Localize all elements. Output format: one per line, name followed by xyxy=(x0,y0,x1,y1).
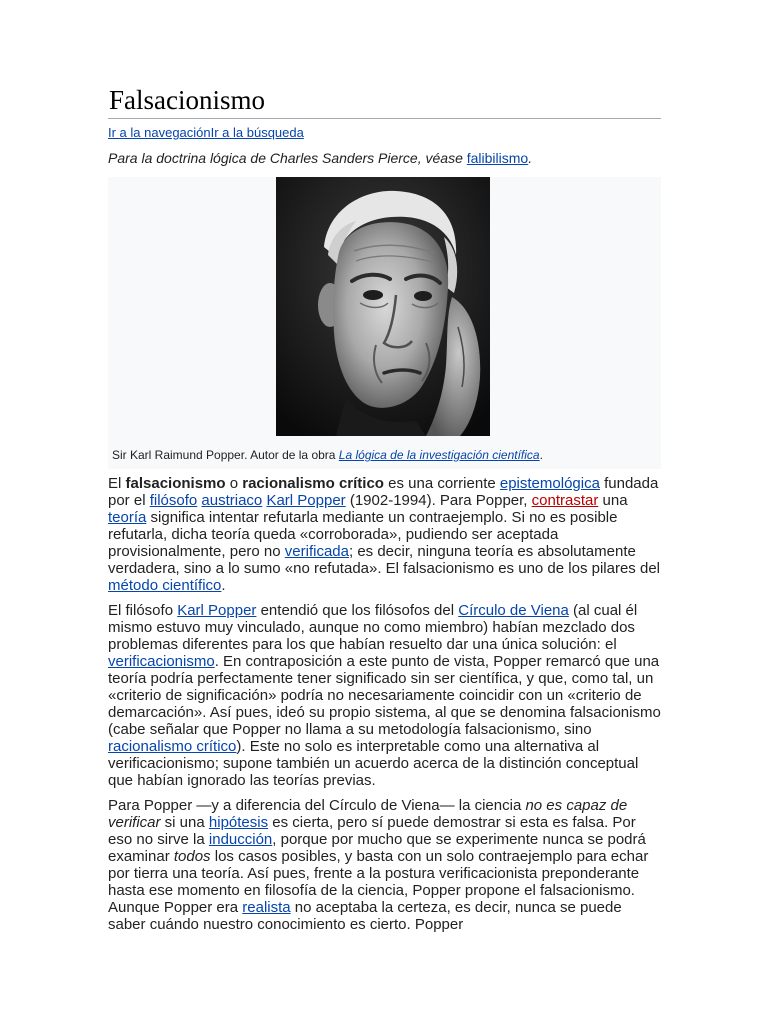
bold-term: racionalismo crítico xyxy=(242,475,384,492)
text: ; es decir, ninguna teoría es absolutamente verdadera, sino a lo sumo «no refutada». El falsacionismo es uno de los pilares del xyxy=(108,543,660,577)
teoria-link[interactable]: teoría xyxy=(108,509,147,526)
paragraph-2 xyxy=(108,602,661,789)
text: ). Este no solo es interpretable como una alternativa al verificacionismo; supone también un acuerdo acerca de la distinción conceptual que habían ignorado las teorías previas. xyxy=(108,738,639,789)
contrastar-link[interactable]: contrastar xyxy=(531,492,599,509)
text: El filósofo xyxy=(108,602,178,619)
hatnote-text: Para la doctrina lógica de Charles Sanders Pierce, véase xyxy=(108,150,467,166)
hatnote-end: . xyxy=(528,150,533,166)
caption-text: Sir Karl Raimund Popper. Autor de la obra xyxy=(112,448,339,462)
text: fundada por el xyxy=(108,475,659,509)
realista-link[interactable]: realista xyxy=(242,899,291,916)
text: si una xyxy=(160,814,209,831)
bold-term: falsacionismo xyxy=(125,475,226,492)
racionalismo-critico-link[interactable]: racionalismo crítico xyxy=(108,738,237,755)
filosofo-link[interactable]: filósofo xyxy=(149,492,198,509)
text: o xyxy=(225,475,243,492)
page-title: Falsacionismo xyxy=(108,84,661,119)
circulo-de-viena-link[interactable]: Círculo de Viena xyxy=(458,602,569,619)
logica-investigacion-link[interactable]: La lógica de la investigación científica xyxy=(338,448,540,462)
text: , porque por mucho que se experimente nunca se podrá examinar xyxy=(108,831,646,865)
text: es una corriente xyxy=(383,475,500,492)
hatnote xyxy=(108,149,661,167)
falibilismo-link[interactable]: falibilismo xyxy=(466,150,529,166)
figure-caption xyxy=(108,436,661,463)
karl-popper-link[interactable]: Karl Popper xyxy=(266,492,346,509)
text: no aceptaba la certeza, es decir, nunca se puede saber cuándo nuestro conocimiento es cierto. Popper xyxy=(108,899,622,933)
karl-popper-link[interactable]: Karl Popper xyxy=(177,602,257,619)
text: es cierta, pero sí puede demostrar si esta es falsa. Por eso no sirve la xyxy=(108,814,636,848)
text: entendió que los filósofos del xyxy=(256,602,459,619)
verificacionismo-link[interactable]: verificacionismo xyxy=(108,653,215,670)
austriaco-link[interactable]: austriaco xyxy=(201,492,263,509)
induccion-link[interactable]: inducción xyxy=(208,831,273,848)
article xyxy=(108,84,661,933)
jump-links xyxy=(108,124,661,141)
italic-text: todos xyxy=(173,848,211,865)
text: El xyxy=(108,475,126,492)
italic-text: no es capaz de verificar xyxy=(108,797,628,831)
text: los casos posibles, y basta con un solo contraejemplo para echar por tierra una teoría. Así pues, frente a la postura verificacionista preponderante hasta ese momento en filosofía de la ciencia, Popper propone el falsacionismo. Aunque Popper era xyxy=(108,848,649,916)
text: (al cual él mismo estuvo muy vinculado, aunque no como miembro) habían mezclado dos problemas diferentes para los que habían resuelto dar una única solución: el xyxy=(108,602,638,653)
text: significa intentar refutarla mediante un contraejemplo. Si no es posible refutarla, dicha teoría queda «corroborada», pudiendo ser aceptada provisionalmente, pero no xyxy=(108,509,618,560)
paragraph-1 xyxy=(108,475,661,594)
paragraph-3 xyxy=(108,797,661,933)
text: . En contraposición a este punto de vista, Popper remarcó que una teoría podría perfectamente tener significado sin ser científica, y que, como tal, un «criterio de significación» podría no necesariamente coincidir con un «criterio de demarcación». Así pues, ideó su propio sistema, al que se denomina falsacionismo (cabe señalar que Popper no llama a su metodología falsacionismo, sino xyxy=(108,653,661,738)
jump-navigation-link[interactable]: Ir a la navegaciónIr a la búsqueda xyxy=(108,125,304,140)
caption-end: . xyxy=(539,448,543,462)
text: . xyxy=(221,577,226,594)
metodo-cientifico-link[interactable]: método científico xyxy=(108,577,222,594)
portrait-image[interactable] xyxy=(276,177,490,436)
text: Para Popper —y a diferencia del Círculo de Viena— la ciencia xyxy=(108,797,526,814)
portrait-figure xyxy=(108,177,661,469)
verificada-link[interactable]: verificada xyxy=(284,543,349,560)
epistemologica-link[interactable]: epistemológica xyxy=(499,475,600,492)
hipotesis-link[interactable]: hipótesis xyxy=(208,814,269,831)
text: una xyxy=(598,492,628,509)
text: (1902-1994). Para Popper, xyxy=(345,492,532,509)
